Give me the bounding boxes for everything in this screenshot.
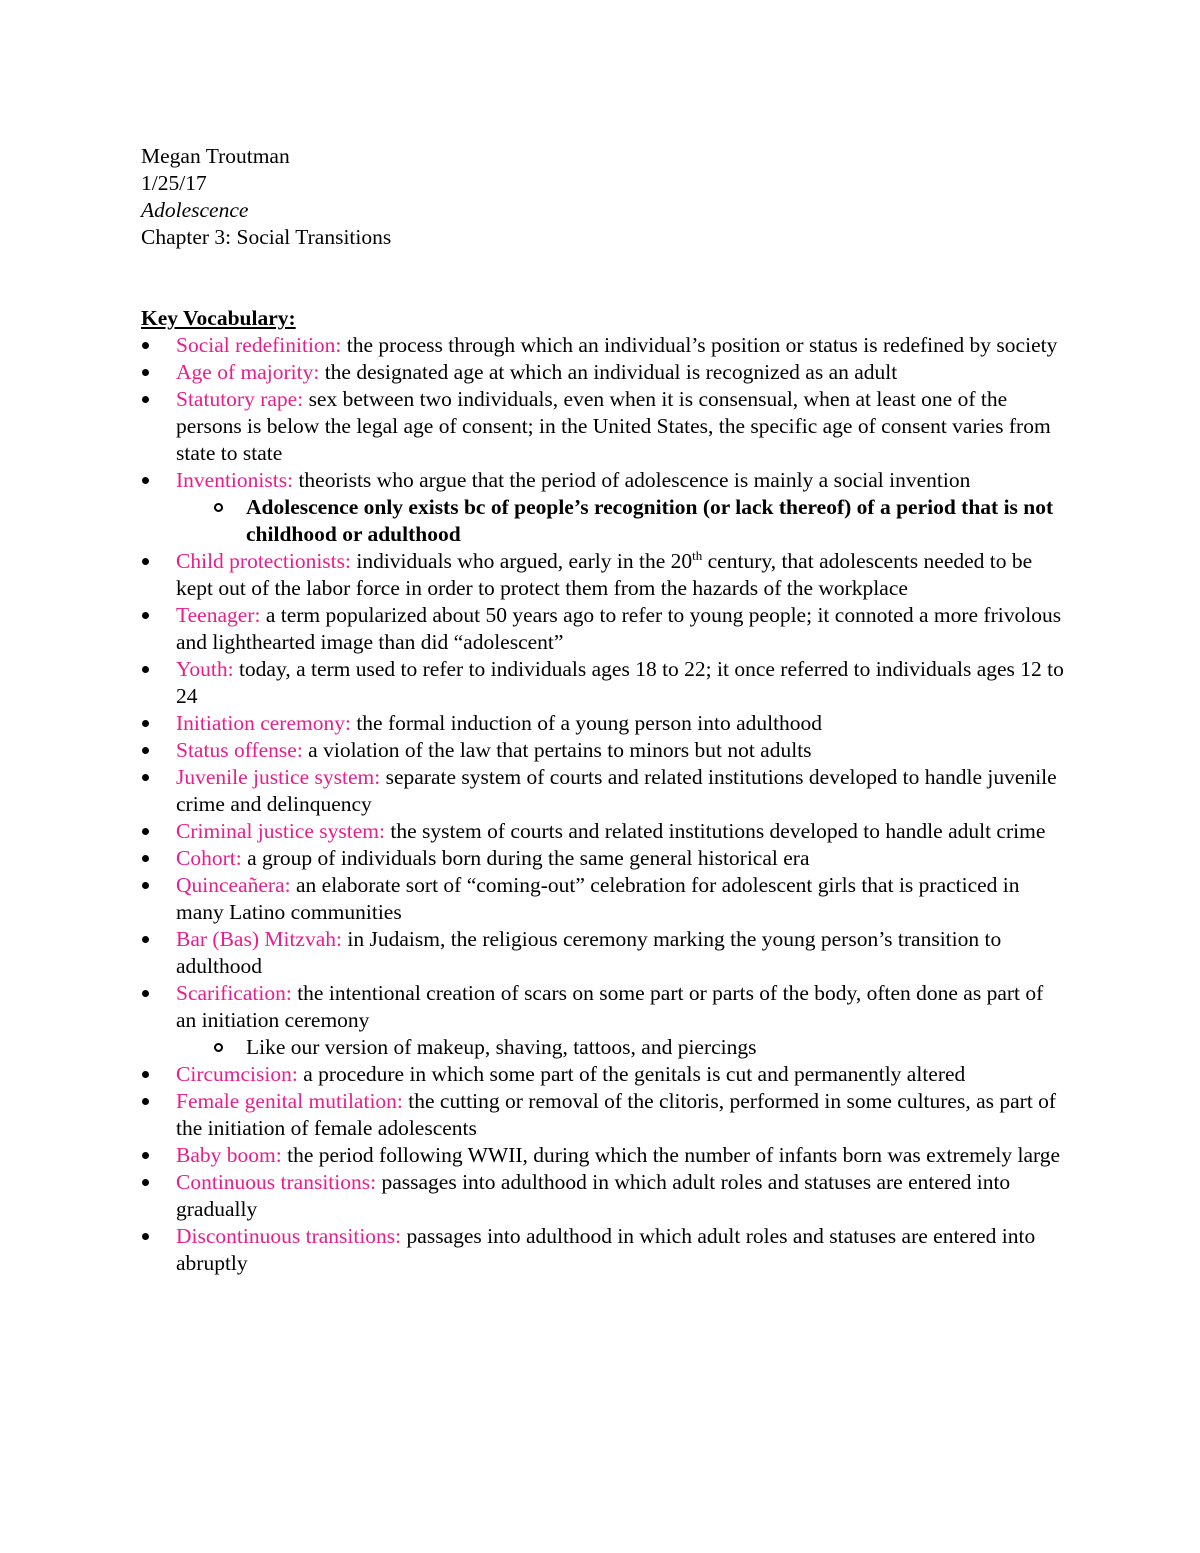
bullet-icon	[142, 936, 149, 943]
vocab-item	[141, 359, 1066, 386]
hollow-bullet-icon	[214, 1043, 223, 1052]
vocab-definition: a group of individuals born during the same general historical era	[241, 846, 810, 870]
vocab-definition: the intentional creation of scars on some part or parts of the body, often done as part of an initiation ceremony	[176, 981, 1044, 1032]
vocab-term: Baby boom:	[176, 1143, 282, 1167]
hollow-bullet-icon	[214, 503, 223, 512]
bullet-icon	[142, 612, 149, 619]
bullet-icon	[142, 747, 149, 754]
bullet-icon	[142, 855, 149, 862]
chapter-title: Chapter 3: Social Transitions	[141, 225, 392, 249]
vocab-term: Initiation ceremony:	[176, 711, 351, 735]
vocab-definition-continued: century, that adolescents needed to be kept out of the labor force in order to protect them from the hazards of the workplace	[176, 549, 1033, 600]
vocab-term: Quinceañera:	[176, 873, 291, 897]
vocab-definition: the cutting or removal of the clitoris, performed in some cultures, as part of the initiation of female adolescents	[176, 1089, 1057, 1140]
vocab-definition: passages into adulthood in which adult roles and statuses are entered into gradually	[176, 1170, 1011, 1221]
vocab-item	[141, 1088, 1066, 1142]
vocab-item	[141, 872, 1066, 926]
vocab-note	[176, 494, 1066, 548]
bullet-icon	[142, 1179, 149, 1186]
vocab-item	[141, 764, 1066, 818]
vocab-item	[141, 845, 1066, 872]
vocab-definition: theorists who argue that the period of adolescence is mainly a social invention	[293, 468, 971, 492]
vocab-term: Cohort:	[176, 846, 242, 870]
author-name: Megan Troutman	[141, 144, 290, 168]
vocab-item	[141, 386, 1066, 467]
vocab-definition: sex between two individuals, even when it is consensual, when at least one of the persons is below the legal age of consent; in the United States, the specific age of consent varies from state to state	[176, 387, 1051, 465]
vocab-item	[141, 818, 1066, 845]
bullet-icon	[142, 666, 149, 673]
vocab-definition: in Judaism, the religious ceremony marking the young person’s transition to adulthood	[176, 927, 1002, 978]
vocab-definition: an elaborate sort of “coming-out” celebration for adolescent girls that is practiced in many Latino communities	[176, 873, 1020, 924]
vocab-term: Circumcision:	[176, 1062, 298, 1086]
vocab-definition: separate system of courts and related institutions developed to handle juvenile crime and delinquency	[176, 765, 1057, 816]
vocab-item	[141, 1169, 1066, 1223]
bullet-icon	[142, 1098, 149, 1105]
vocab-term: Scarification:	[176, 981, 292, 1005]
vocab-definition: today, a term used to refer to individuals ages 18 to 22; it once referred to individuals ages 12 to 24	[176, 657, 1064, 708]
vocab-item	[141, 332, 1066, 359]
vocab-definition: the period following WWII, during which the number of infants born was extremely large	[281, 1143, 1061, 1167]
vocab-note	[176, 1034, 1066, 1061]
vocab-item	[141, 1061, 1066, 1088]
vocab-sub-list	[176, 494, 1066, 548]
vocab-item	[141, 737, 1066, 764]
vocab-term: Criminal justice system:	[176, 819, 386, 843]
vocab-term: Statutory rape:	[176, 387, 304, 411]
bullet-icon	[142, 828, 149, 835]
vocab-definition: the process through which an individual’s position or status is redefined by society	[341, 333, 1058, 357]
vocab-definition: a term popularized about 50 years ago to refer to young people; it connoted a more frivolous and lighthearted image than did “adolescent”	[176, 603, 1062, 654]
vocab-term: Discontinuous transitions:	[176, 1224, 402, 1248]
vocab-term: Teenager:	[176, 603, 261, 627]
vocab-item	[141, 467, 1066, 548]
vocab-term: Status offense:	[176, 738, 303, 762]
bullet-icon	[142, 774, 149, 781]
vocab-item	[141, 926, 1066, 980]
bullet-icon	[142, 558, 149, 565]
bullet-icon	[142, 477, 149, 484]
bullet-icon	[142, 1152, 149, 1159]
vocab-term: Bar (Bas) Mitzvah:	[176, 927, 342, 951]
superscript-th: th	[692, 548, 703, 563]
vocab-definition: the formal induction of a young person into adulthood	[350, 711, 823, 735]
vocab-definition: the designated age at which an individual is recognized as an adult	[319, 360, 898, 384]
bullet-icon	[142, 342, 149, 349]
vocab-item	[141, 602, 1066, 656]
vocab-term: Juvenile justice system:	[176, 765, 381, 789]
vocab-term: Inventionists:	[176, 468, 294, 492]
document-date: 1/25/17	[141, 171, 207, 195]
bullet-icon	[142, 396, 149, 403]
vocab-item	[141, 710, 1066, 737]
bullet-icon	[142, 720, 149, 727]
bullet-icon	[142, 1233, 149, 1240]
vocab-term: Continuous transitions:	[176, 1170, 377, 1194]
vocabulary-list	[141, 332, 1066, 1277]
vocab-term: Youth:	[176, 657, 234, 681]
vocab-definition: a violation of the law that pertains to minors but not adults	[302, 738, 812, 762]
vocab-item	[141, 1142, 1066, 1169]
vocab-term: Social redefinition:	[176, 333, 342, 357]
bullet-icon	[142, 882, 149, 889]
vocab-note-text: Like our version of makeup, shaving, tattoos, and piercings	[246, 1035, 757, 1059]
vocab-definition: individuals who argued, early in the 20	[350, 549, 693, 573]
bullet-icon	[142, 1071, 149, 1078]
vocab-definition: passages into adulthood in which adult roles and statuses are entered into abruptly	[176, 1224, 1036, 1275]
vocab-definition: a procedure in which some part of the genitals is cut and permanently altered	[297, 1062, 966, 1086]
vocab-term: Female genital mutilation:	[176, 1089, 403, 1113]
vocab-item	[141, 1223, 1066, 1277]
vocab-definition: the system of courts and related institutions developed to handle adult crime	[385, 819, 1046, 843]
vocabulary-heading: Key Vocabulary:	[141, 306, 296, 330]
vocab-term: Child protectionists:	[176, 549, 351, 573]
vocab-note-text: Adolescence only exists bc of people’s recognition (or lack thereof) of a period that is not childhood or adulthood	[246, 495, 1054, 546]
vocab-item	[141, 980, 1066, 1061]
vocab-term: Age of majority:	[176, 360, 320, 384]
vocab-item	[141, 548, 1066, 602]
document-header	[141, 143, 1061, 251]
course-title: Adolescence	[141, 198, 249, 222]
bullet-icon	[142, 369, 149, 376]
bullet-icon	[142, 990, 149, 997]
vocab-sub-list	[176, 1034, 1066, 1061]
vocab-item	[141, 656, 1066, 710]
